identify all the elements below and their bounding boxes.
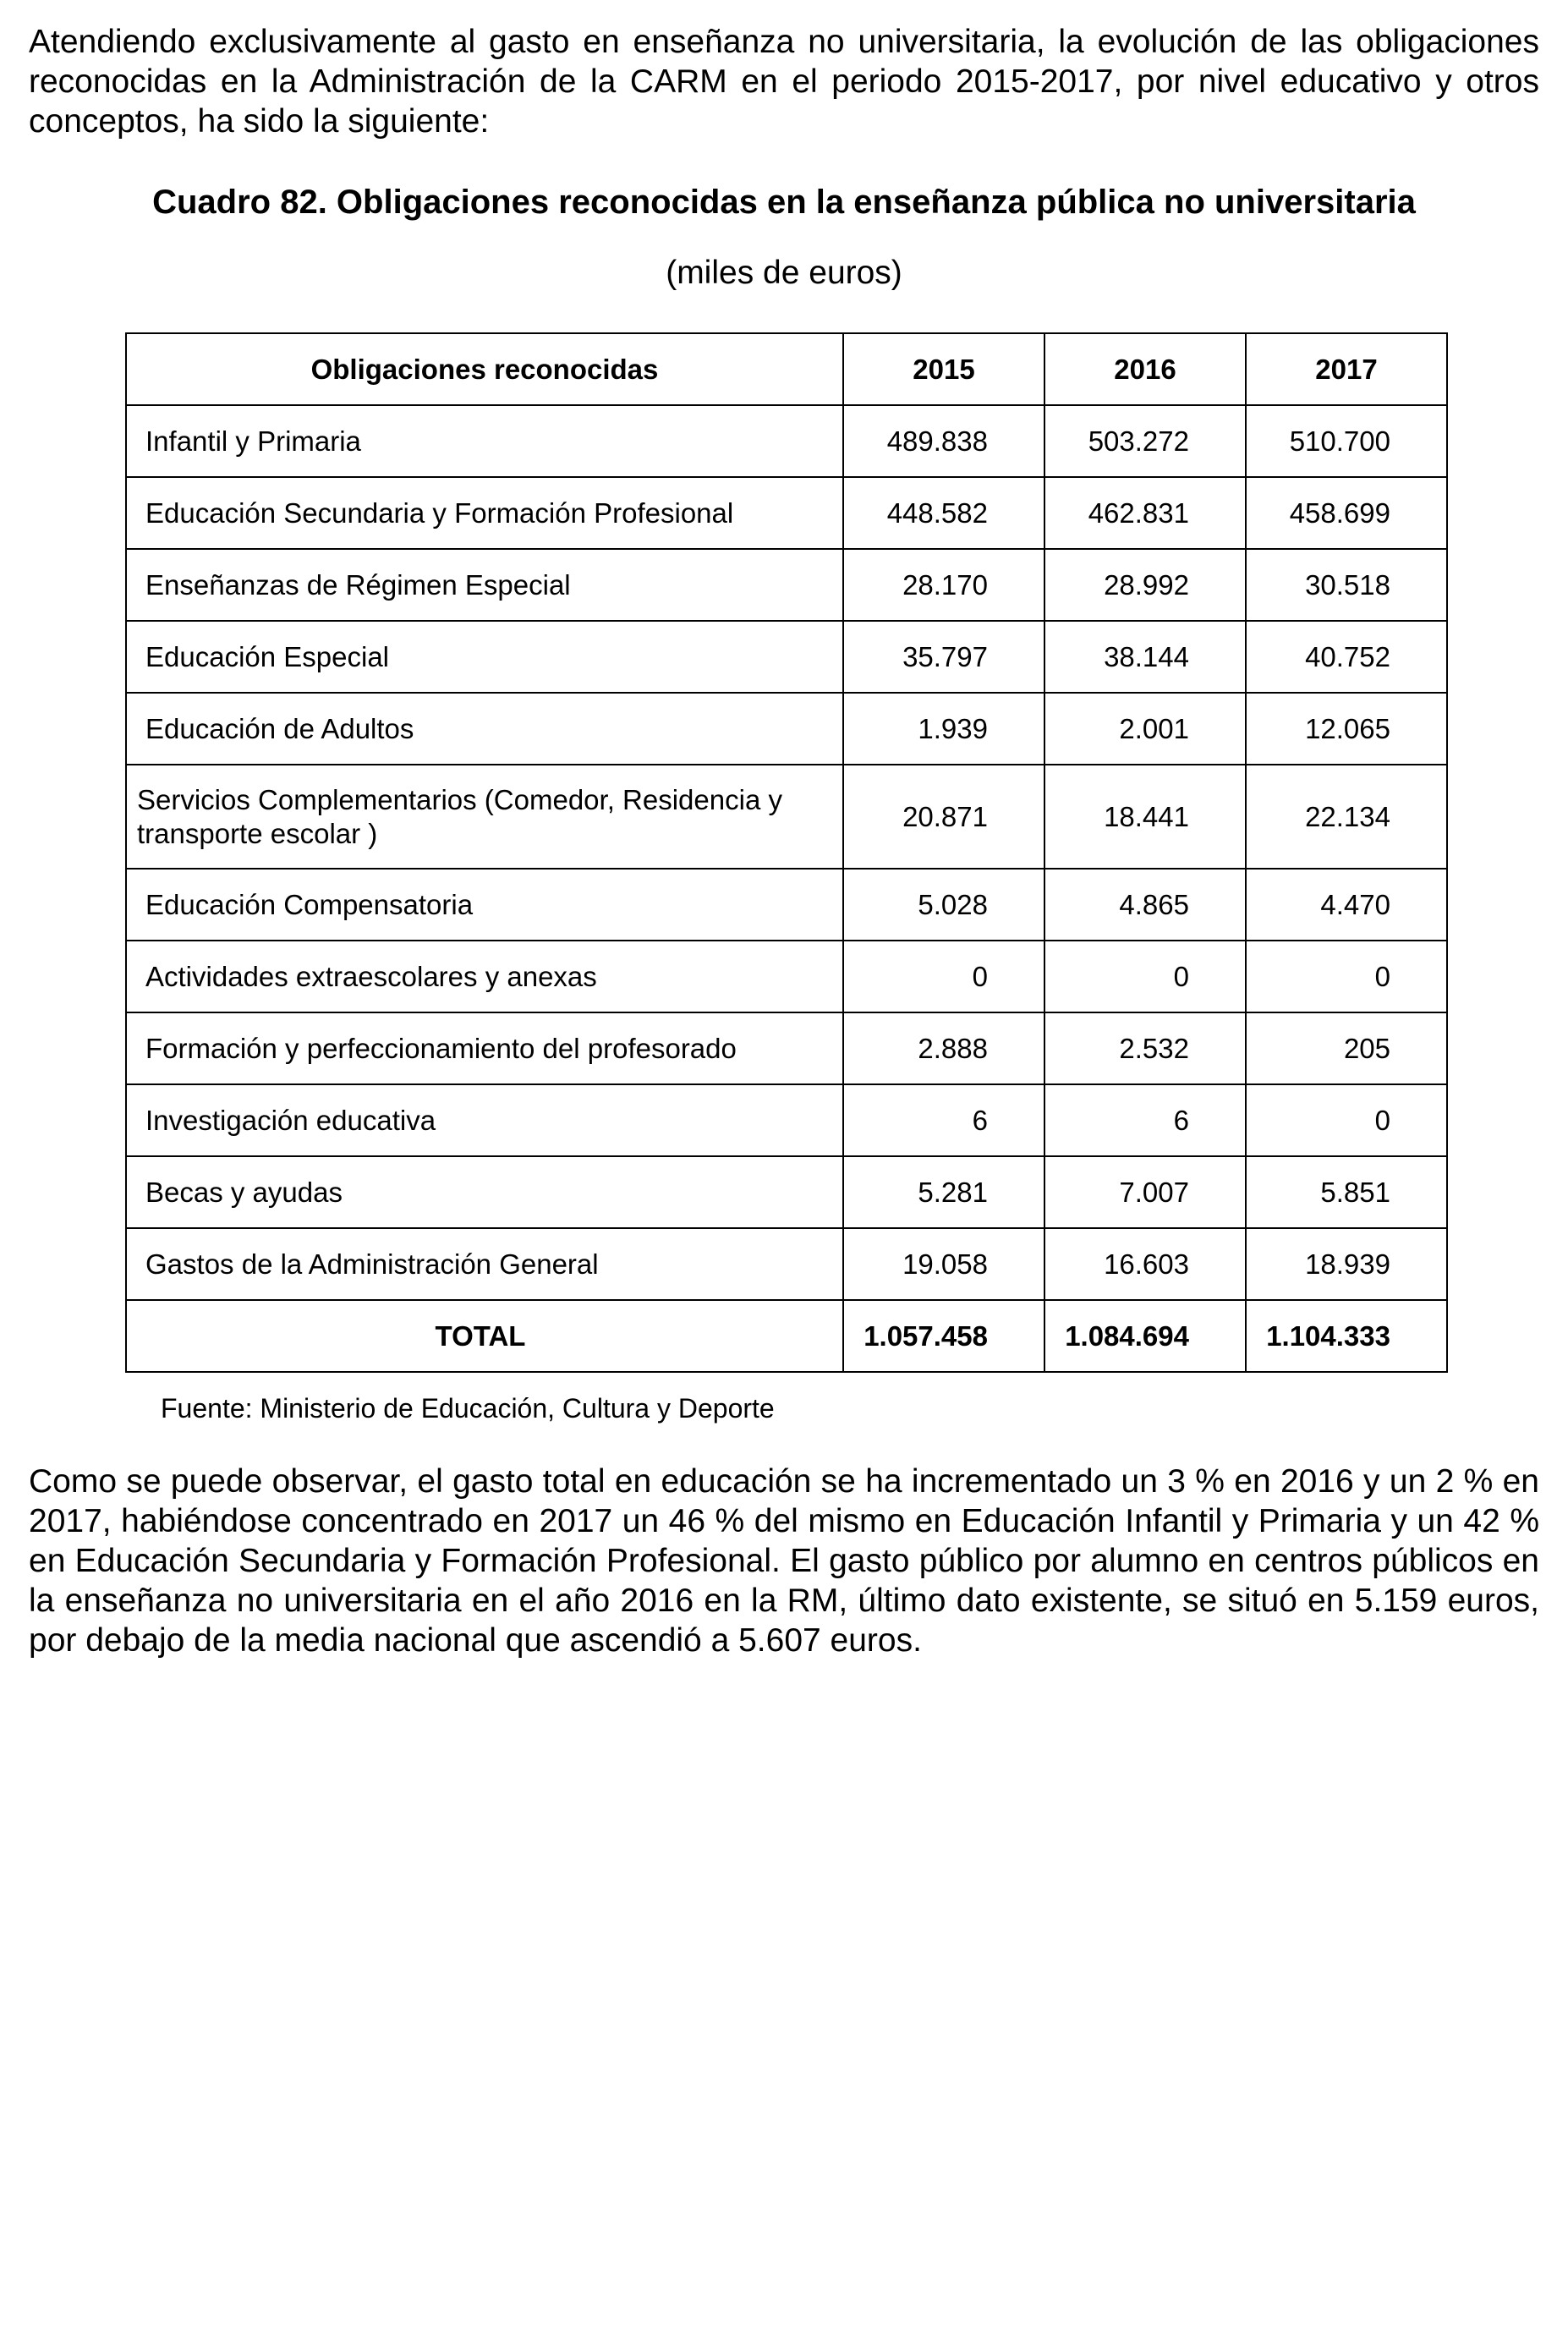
row-label: Educación de Adultos — [126, 693, 843, 765]
value-2017: 4.470 — [1246, 869, 1447, 941]
value-2015: 5.028 — [843, 869, 1044, 941]
value-2015: 448.582 — [843, 477, 1044, 549]
row-label: Servicios Complementarios (Comedor, Residencia y transporte escolar ) — [126, 765, 843, 869]
row-label: Formación y perfeccionamiento del profesorado — [126, 1012, 843, 1084]
value-2015: 5.281 — [843, 1156, 1044, 1228]
table-total-row — [126, 1300, 1447, 1372]
value-2016: 7.007 — [1044, 1156, 1246, 1228]
total-2016: 1.084.694 — [1044, 1300, 1246, 1372]
table-row — [126, 477, 1447, 549]
table-row — [126, 869, 1447, 941]
value-2016: 16.603 — [1044, 1228, 1246, 1300]
value-2016: 462.831 — [1044, 477, 1246, 549]
table-row — [126, 1156, 1447, 1228]
value-2015: 6 — [843, 1084, 1044, 1156]
value-2015: 20.871 — [843, 765, 1044, 869]
value-2015: 0 — [843, 941, 1044, 1012]
header-2015: 2015 — [843, 333, 1044, 405]
value-2015: 1.939 — [843, 693, 1044, 765]
value-2017: 18.939 — [1246, 1228, 1447, 1300]
row-label: Educación Secundaria y Formación Profesional — [126, 477, 843, 549]
table-row — [126, 1084, 1447, 1156]
value-2016: 503.272 — [1044, 405, 1246, 477]
table-units: (miles de euros) — [666, 255, 902, 291]
value-2016: 28.992 — [1044, 549, 1246, 621]
value-2015: 35.797 — [843, 621, 1044, 693]
value-2015: 28.170 — [843, 549, 1044, 621]
table-header-row — [126, 333, 1447, 405]
value-2015: 489.838 — [843, 405, 1044, 477]
table-row — [126, 765, 1447, 869]
table-title: Cuadro 82. Obligaciones reconocidas en la enseñanza pública no universitaria — [152, 184, 1416, 221]
value-2017: 0 — [1246, 941, 1447, 1012]
row-label: Educación Especial — [126, 621, 843, 693]
row-label: Educación Compensatoria — [126, 869, 843, 941]
value-2015: 19.058 — [843, 1228, 1044, 1300]
value-2017: 5.851 — [1246, 1156, 1447, 1228]
obligations-table — [125, 332, 1448, 1373]
header-2016: 2016 — [1044, 333, 1246, 405]
value-2017: 458.699 — [1246, 477, 1447, 549]
row-label: Investigación educativa — [126, 1084, 843, 1156]
row-label: Actividades extraescolares y anexas — [126, 941, 843, 1012]
table-row — [126, 1228, 1447, 1300]
value-2017: 30.518 — [1246, 549, 1447, 621]
value-2016: 4.865 — [1044, 869, 1246, 941]
header-concept: Obligaciones reconocidas — [126, 333, 843, 405]
total-2017: 1.104.333 — [1246, 1300, 1447, 1372]
row-label: Enseñanzas de Régimen Especial — [126, 549, 843, 621]
total-label: TOTAL — [126, 1300, 843, 1372]
table-source: Fuente: Ministerio de Educación, Cultura y Deporte — [161, 1393, 775, 1424]
value-2017: 12.065 — [1246, 693, 1447, 765]
value-2017: 0 — [1246, 1084, 1447, 1156]
value-2016: 18.441 — [1044, 765, 1246, 869]
value-2016: 0 — [1044, 941, 1246, 1012]
value-2016: 2.001 — [1044, 693, 1246, 765]
value-2017: 22.134 — [1246, 765, 1447, 869]
table-row — [126, 941, 1447, 1012]
value-2016: 2.532 — [1044, 1012, 1246, 1084]
table-row — [126, 549, 1447, 621]
row-label: Infantil y Primaria — [126, 405, 843, 477]
value-2015: 2.888 — [843, 1012, 1044, 1084]
value-2016: 6 — [1044, 1084, 1246, 1156]
conclusion-paragraph: Como se puede observar, el gasto total en educación se ha incrementado un 3 % en 2016 y un 2 % en 2017, habiéndose concentrado en 2017 un 46 % del mismo en Educación Infantil y Primaria y un 42 % en Educación Secundaria y Formación Profesional. El gasto público por alumno en centros públicos en la enseñanza no universitaria en el año 2016 en la RM, último dato existente, se situó en 5.159 euros, por debajo de la media nacional que ascendió a 5.607 euros. — [29, 1463, 1539, 1659]
table-row — [126, 693, 1447, 765]
total-2015: 1.057.458 — [843, 1300, 1044, 1372]
row-label: Becas y ayudas — [126, 1156, 843, 1228]
table-row — [126, 621, 1447, 693]
table-row — [126, 405, 1447, 477]
value-2017: 510.700 — [1246, 405, 1447, 477]
value-2017: 40.752 — [1246, 621, 1447, 693]
header-2017: 2017 — [1246, 333, 1447, 405]
row-label: Gastos de la Administración General — [126, 1228, 843, 1300]
table-row — [126, 1012, 1447, 1084]
value-2016: 38.144 — [1044, 621, 1246, 693]
value-2017: 205 — [1246, 1012, 1447, 1084]
intro-paragraph: Atendiendo exclusivamente al gasto en enseñanza no universitaria, la evolución de las obligaciones reconocidas en la Administración de la CARM en el periodo 2015-2017, por nivel educativo y otros conceptos, ha sido la siguiente: — [29, 24, 1539, 140]
